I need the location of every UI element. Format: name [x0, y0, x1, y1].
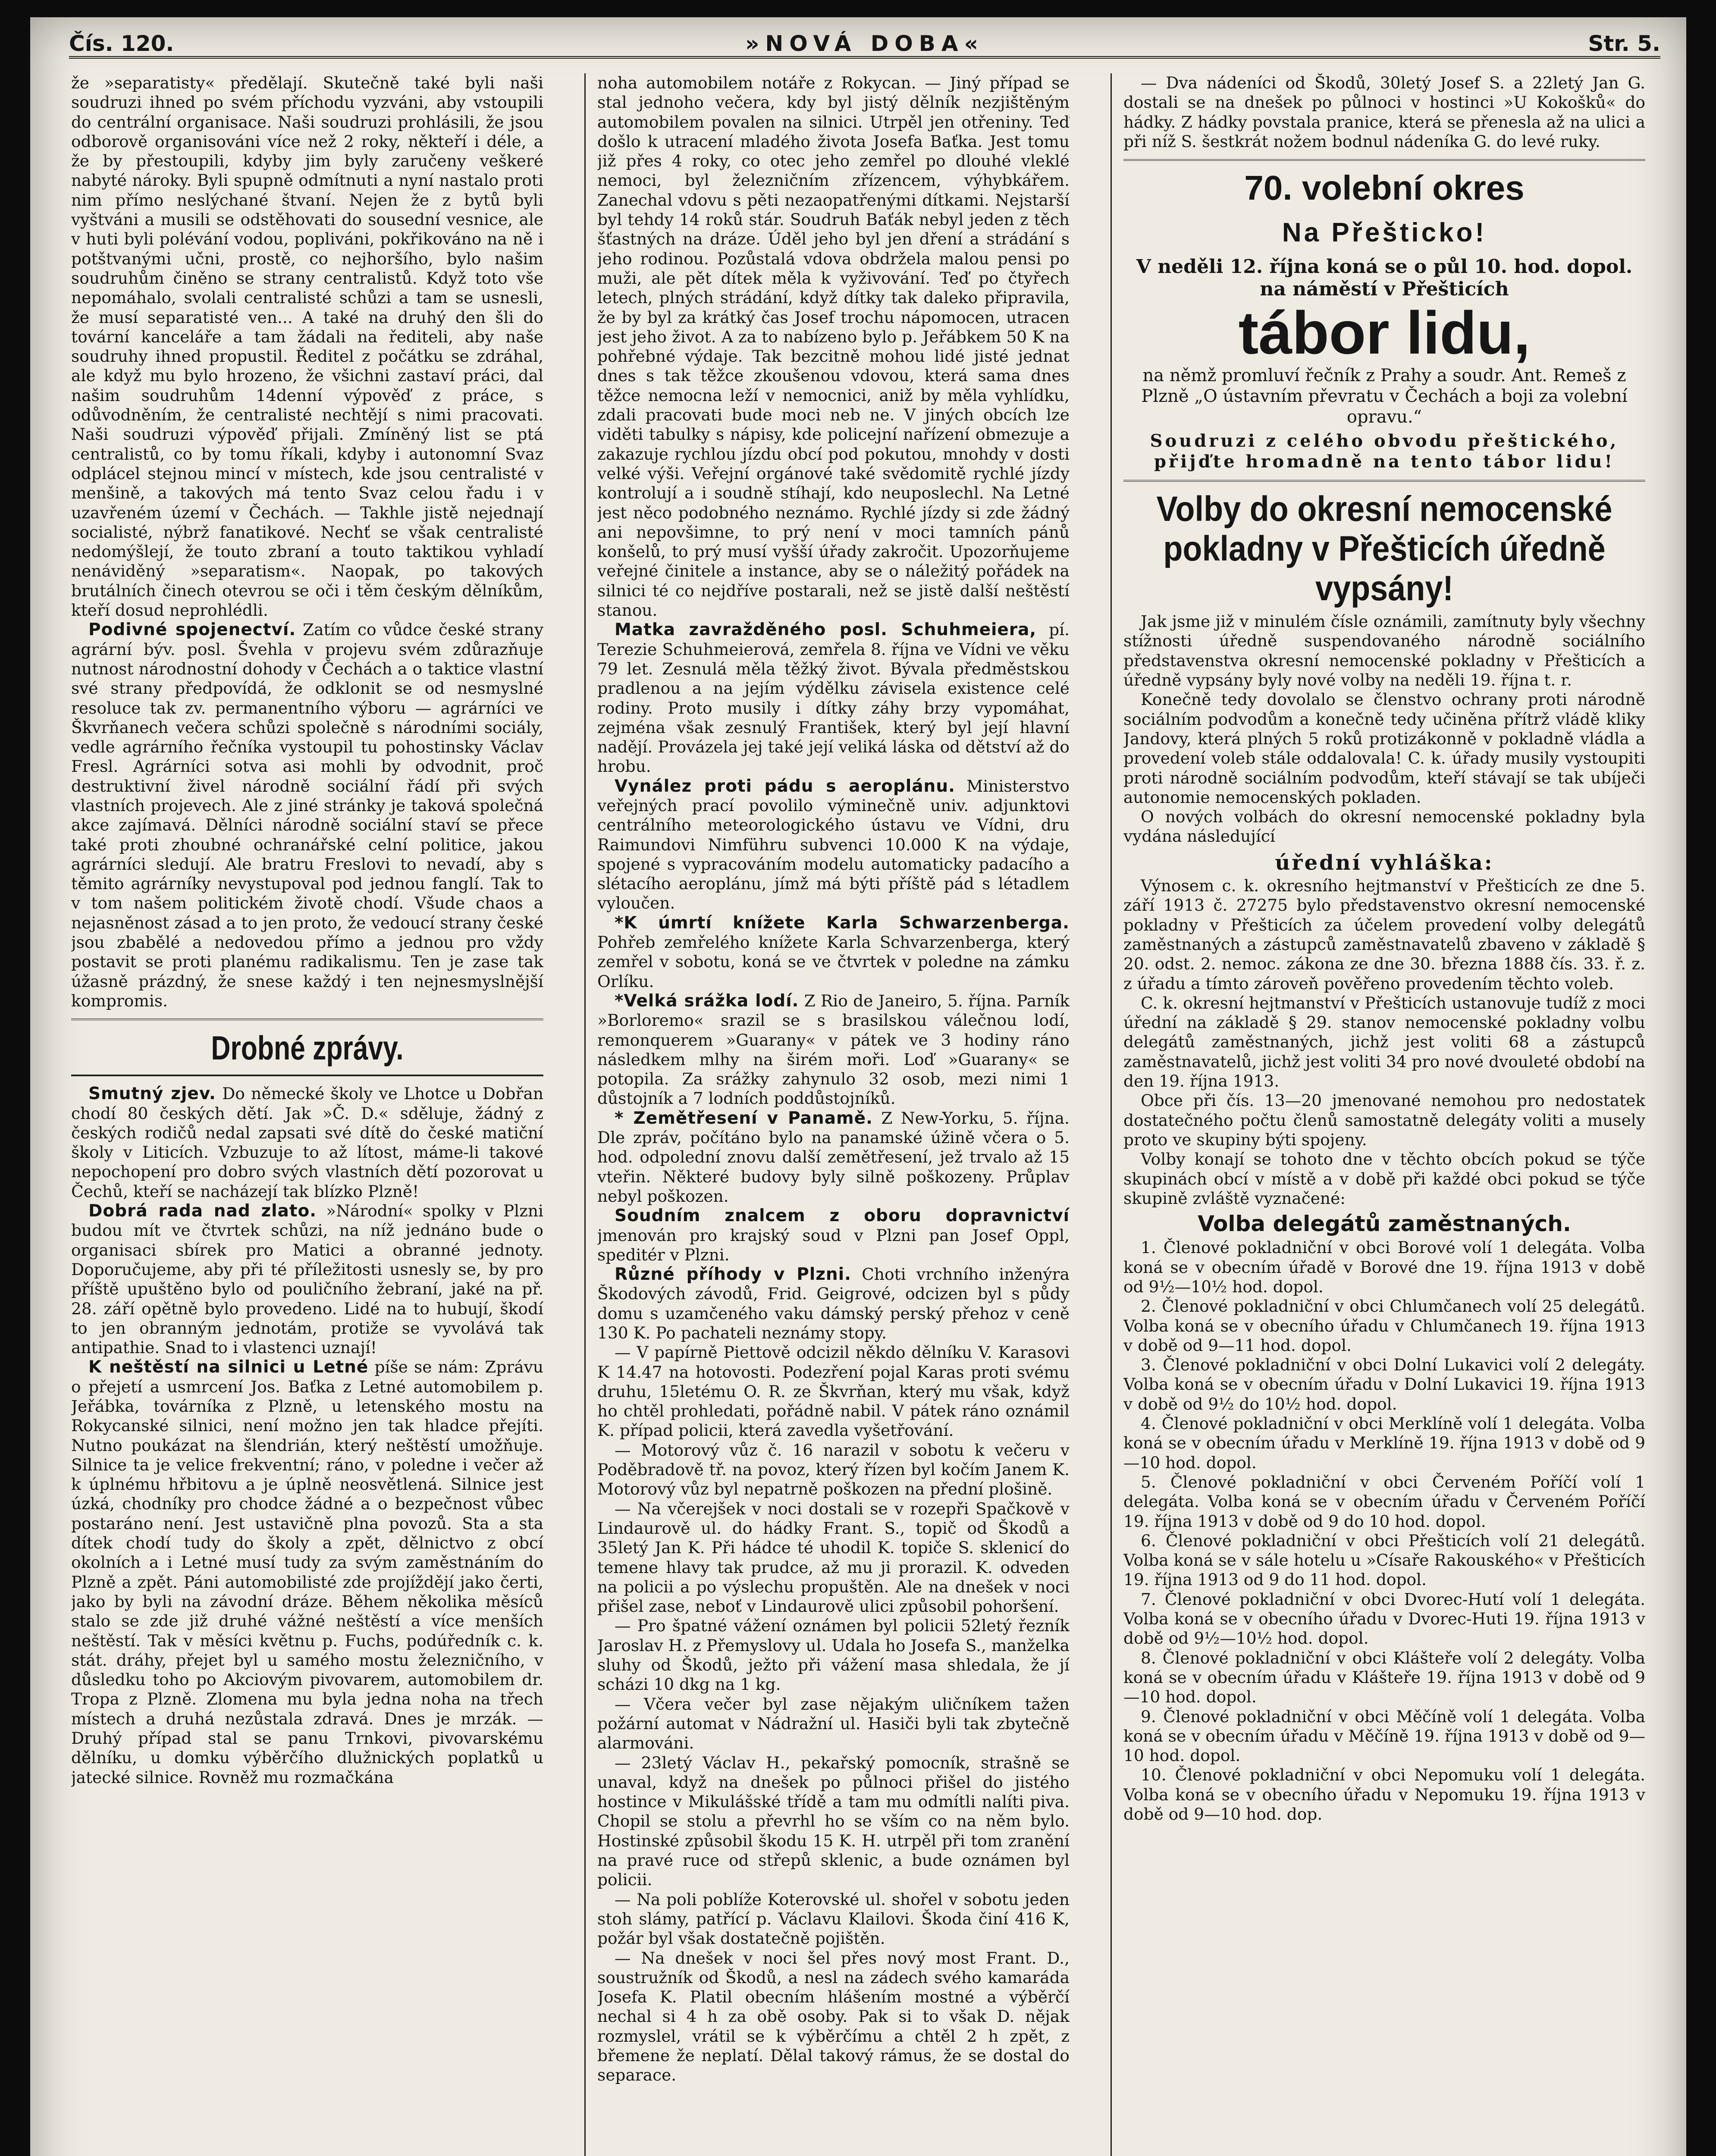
- tabor-call: Soudruzi z celého obvodu přeštického, přijďte hromadně na tento tábor lidu!: [1150, 431, 1619, 472]
- tabor-title: tábor lidu,: [1238, 299, 1531, 367]
- column-3: [1123, 73, 1645, 2156]
- article-text: Do německé školy ve Lhotce u Dobřan chodí 80 českých dětí. Jak »Č. D.« sděluje, žádný z českých rodičů nedal zapsati své dítě do české matiční školy v Liticích. Vzbuzuje to až lítost, máme-li takové nepochopení pro dobro svých vlastních dětí pozorovat u Čechů, kteří se nacházejí tak blízko Plzně!: [71, 1084, 543, 1201]
- article-zemetreseni: [597, 1109, 1070, 1206]
- news-item: — Motorový vůz č. 16 narazil v sobotu k večeru v Poděbradově tř. na povoz, který řízen byl kočím Janem K. Motorový vůz byl nepatrně poškozen na přední plošině.: [597, 1440, 1070, 1499]
- issue-number: Čís. 120.: [69, 31, 174, 56]
- article-nestesti-cont: noha automobilem notáře z Rokycan. — Jiný případ se stal jednoho večera, kdy byl jistý dělník nezjištěným automobilem povalen na silnici. Utrpěl jen otřeniny. Teď došlo k utracení mladého života Josefa Baťka. Jest tomu již přes 4 roky, co otec jeho zemřel po dlouhé vleklé nemoci, byl železničním zřízencem, výhybkářem. Zanechal vdovu s pěti nezaopatřenými dítkami. Nejstarší byl tehdy 14 roků stár. Soudruh Baťák nebyl jeden z těch šťastných na dráze. Úděl jeho byl jen dření a strádání s jeho rodinou. Pozůstalá vdova obdržela malou pensi po muži, ale pět dítek měla k vyživování. Teď po čtyřech letech, plných strádání, když dítky tak daleko připravila, že by byl za krátký čas Josef trochu nápomocen, utracen jest jeho život. A za to nabízeno bylo p. Jeřábkem 50 K na pohřebné výdaje. Tak bezcitně mohou lidé jisté jednat dnes s tak těžce zkoušenou vdovou, která sama dnes těžce nemocna leží v nemocnici, aniž by měla vyhlídku, zdali pracovati bude moci neb ne. V jiných obcích lze viděti tabulky s nápisy, kde policejní nařízení obmezuje a zakazuje rychlou jízdu obcí pod pokutou, mnohdy v dosti velké výši. Veřejní orgánové také svědomitě rychlé jízdy kontrolují a i soudně stíhají, kdo neuposlechl. Na Letné jest něco podobného neznámo. Rychlé jízdy si zde žádný ani nepovšimne, to prý není v moci tamních pánů konšelů, to prý musí vyšší úřady zakročit. Upozorňujeme veřejné činitele a instance, aby se o náležitý pořádek na silnici té co nejdříve postarali, než se jistě další neštěstí stanou.: [597, 73, 1070, 620]
- volba-item: 8. Členové pokladniční v obci Klášteře volí 2 delegáty. Volba koná se v obecním úřadu v Klášteře 19. října 1913 v době od 9—10 hod. dopol.: [1123, 1648, 1645, 1707]
- article-text: Ministerstvo veřejných prací povolilo výminečně univ. adjunktovi centrálního meteorologického ústavu ve Vídni, dru Raimundovi Nimführu subvenci 10.000 K na výdaje, spojené s vypracováním modelu automaticky padacího a slétacího aeroplánu, jímž má býti příště pád s létadlem vyloučen.: [597, 776, 1070, 913]
- volba-item: 5. Členové pokladniční v obci Červeném Poříčí volí 1 delegáta. Volba koná se v obecním úřadu v Červeném Poříčí 19. října 1913 v době od 9 do 10 hod. dopol.: [1123, 1472, 1645, 1531]
- announcement-tabor: [1123, 169, 1645, 472]
- article-heading: Smutný zjev.: [88, 1084, 216, 1104]
- news-item: — Na dnešek v noci šel přes nový most Frant. D., soustružník od Škodů, a nesl na zádech svého kamaráda Josefa K. Platil obecním hlášením mostné a výběrčí nechal si 4 h za obě osoby. Pak si to však D. nějak rozmyslel, vrátil se k výběrčímu a chtěl 2 h zpět, z břemene že neplatí. Dělal takový rámus, že se dostal do separace.: [597, 1948, 1070, 2085]
- article-heading: * Zemětřesení v Panamě.: [615, 1108, 873, 1128]
- news-item: — Na poli poblíže Koterovské ul. shořel v sobotu jeden stoh slámy, patřící p. Václavu Klailovi. Škoda činí 416 K, požár byl však dostatečně pojištěn.: [597, 1890, 1070, 1948]
- news-item: — Na včerejšek v noci dostali se v rozepři Spačkově v Lindaurově ul. do hádky Frant. S., topič od Škodů a 35letý Jan K. Při hádce té uhodil K. topiče S. sklenicí do temene hlavy tak prudce, až mu ji prorazil. K. odveden na policii a po výslechu propuštěn. Ale na dnešek v noci přišel zase, neboť v Lindaurově ulici způsobil pohoršení.: [597, 1499, 1070, 1616]
- news-item: — 23letý Václav H., pekařský pomocník, strašně se unaval, když na dnešek po půlnoci přišel do jistého hostince v Mikulášské třídě a tam mu odmítli nalíti piva. Chopil se stolu a převrhl ho se vším co na něm bylo. Hostinské způsobil škodu 15 K. H. utrpěl při tom zranění na pravé ruce od střepů sklenic, a bude oznámen byl policii.: [597, 1753, 1070, 1890]
- okres-title: 70. volební okres: [1244, 169, 1525, 207]
- vyhlaska-text: Volby konají se tohoto dne v těchto obcích pokud se týče skupinách obcí v místě a v době při každé obci pokud se týče skupině zvláště vyznačené:: [1123, 1150, 1645, 1208]
- section-rule: [71, 1075, 543, 1076]
- article-heading: Podivné spojenectví.: [88, 620, 296, 640]
- article-ruzne-prihody: [597, 1265, 1070, 1343]
- article-separatists-end: že »separatisty« předělají. Skutečně také byli naši soudruzi ihned po svém příchodu vyzváni, aby vstoupili do centrální organisace. Naši soudruzi prohlásili, že jsou odborově organisováni více než 2 roky, někteří i déle, a že by přestoupili, kdyby jim byly zaručeny veškeré nabyté nároky. Byli spupně odmítnuti a nyní nastalo proti nim přímo neslýchané štvaní. Nejen že z bytů byli vyštváni a musili se odstěhovati do sousední vesnice, ale v huti byli polévání vodou, popliváni, pokřikováno na ně i potštvanými učni, prostě, co nejhoršího, bylo našim soudruhům činěno se strany centralistů. Když toto vše nepomáhalo, svolali centralisté schůzi a tam se usnesli, že musí separatisté ven... A také na druhý den šli do tovární kanceláře a tam žádali na řediteli, aby naše soudruhy ihned propustil. Ředitel z počátku se zdráhal, ale když mu bylo hrozeno, že všichni zastaví práci, dal našim soudruhům 14denní výpověď z práce, s odůvodněním, že centralisté nechtějí s nimi pracovati. Naši soudruzi výpověď přijali. Zmíněný list se ptá centralistů, co by tomu říkali, kdyby i autonomní Svaz odplácel stejnou mincí v místech, kde jsou centralisté v menšině, a takových má tento Svaz celou řadu i v uzavřeném území v Čechách. — Takhle jistě nejednají socialisté, nýbrž fanatikové. Nechť se však centralisté nedomýšlejí, že touto zbraní a touto taktikou vyhladí nenáviděný »separatism«. Naopak, po takových brutálních činech otevrou se oči i těm českým dělníkům, kteří dosud neprohlédli.: [71, 73, 543, 620]
- article-text: píše se nám: Zprávu o přejetí a usmrcení Jos. Baťka z Letné automobilem p. Jeřábka, továrníka z Plzně, u letenského mostu na Rokycanské silnici, není možno jen tak hladce přejíti. Nutno poukázat na šlendrián, který neštěstí umožňuje. Silnice ta je velice frekventní; ráno, v poledne i večer až k úplnému hřbitovu a je úplně neosvětlená. Silnice jest úzká, chodníky pro chodce žádné a o bezpečnost vůbec postaráno není. Jest ustavičně plna povozů. Sta a sta dítek chodí tudy do školy a zpět, dělnictvo z obcí okolních a i Letné musí tudy za svým zaměstnáním do Plzně a zpět. Páni automobilisté zde projíždějí jako čerti, jako by byli na závodní dráze. Během několika měsíců stalo se zde již druhé vážné neštěstí a více menších neštěstí. Tak v měsíci květnu p. Fuchs, podúředník c. k. stát. dráhy, přejet byl u samého mostu železničního, v důsledku toho po Akciovým pivovarem, automobilem dr. Tropa z Plzně. Zlomena mu byla jedna noha na třech místech a druhá nezůstala zdravá. Dnes je mrzák. — Druhý případ stal se panu Trnkovi, pivovarskému dělníku, u domku výběrčího dlužnických poplatků u jatecké silnice. Rovněž mu rozmačkána: [71, 1357, 543, 1787]
- article-heading: Různé příhody v Plzni.: [615, 1265, 851, 1285]
- article-podivne-spojenectvi: [71, 620, 543, 1011]
- article-text: »Národní« spolky v Plzni budou mít ve čtvrtek schůzi, na níž jednáno bude o organisaci sbírek pro Matici a obranné jednoty. Doporučujeme, aby při té příležitosti usnesly se, by pro příště upuštěno bylo od pouličního žebraní, jaké na př. 28. září opětně bylo provedeno. Lidé na to hubují, škodí to jen obranným jednotám, protiže se vyvolává tak antipathie. Snad to i vlastenci uznají!: [71, 1201, 543, 1357]
- section-rule: [1123, 159, 1645, 161]
- volba-item: 4. Členové pokladniční v obci Merklíně volí 1 delegáta. Volba koná se v obecním úřadu v Merklíně 19. října 1913 v době od 9—10 hod. dopol.: [1123, 1414, 1645, 1472]
- article-text: Z Rio de Janeiro, 5. října. Parník »Borloremo« srazil se s brasilskou válečnou lodí, remonquerem »Guarany« v pátek ve 3 hodiny ráno následkem mlhy na širém moři. Loď »Guarany« se potopila. Za srážky zahynulo 32 osob, mezi nimi 1 důstojník a 7 lodních poddůstojníků.: [597, 991, 1070, 1108]
- section-rule: [1123, 480, 1645, 482]
- okres-subtitle: Na Přešticko!: [1282, 218, 1487, 248]
- article-text: Choti vrchního inženýra Škodových závodů, Frid. Geigrové, odcizen byl s půdy domu s uzamčeného vaku dámský perský přehoz v ceně 130 K. Po pachateli neznámy stopy.: [597, 1265, 1070, 1342]
- page-number: Str. 5.: [1588, 31, 1660, 56]
- volba-item: 10. Členové pokladniční v obci Nepomuku volí 1 delegáta. Volba koná se v obecního úřadu v Nepomuku 19. října 1913 v době od 9—10 hod. dop.: [1123, 1765, 1645, 1824]
- newspaper-page: [30, 17, 1686, 2156]
- vyhlaska-text: Výnosem c. k. okresního hejtmanství v Přešticích ze dne 5. září 1913 č. 27275 bylo představenstvo okresní nemocenské pokladny v Přešticích za účelem provedení volby delegátů zaměstnaných a zástupců zaměstnavatelů zbaveno v základě § 20. odst. 2. nemoc. zákona ze dne 30. března 1888 čís. 33. ř. z. z úřadu a tímto zároveň pověřeno provedením těchto voleb.: [1123, 876, 1645, 993]
- volba-item: 6. Členové pokladniční v obci Přešticích volí 21 delegátů. Volba koná se v sále hotelu u »Císaře Rakouského« v Přešticích 19. října 1913 od 9 do 11 hod. dopol.: [1123, 1531, 1645, 1589]
- tabor-when: V neděli 12. října koná se o půl 10. hod. dopol. na náměstí v Přešticích: [1136, 256, 1633, 301]
- article-heading: *Velká srážka lodí.: [615, 991, 799, 1011]
- article-soudni-znalec: [597, 1206, 1070, 1265]
- article-dobra-rada: [71, 1201, 543, 1357]
- vyhlaska-title: úřední vyhláška:: [1275, 850, 1494, 875]
- news-item: — V papírně Piettově odcizil někdo dělníku V. Karasovi K 14.47 na hotovosti. Podezření pojal Karas proti svému druhu, 15letému O. R. ze Škvrňan, který mu však, když ho chtěl prohledati, pořádně nabil. V pátek ráno oznámil K. případ policii, která zavedla vyšetřování.: [597, 1343, 1070, 1440]
- volba-item: 7. Členové pokladniční v obci Dvorec-Hutí volí 1 delegáta. Volba koná se v obecního úřadu v Dvorec-Huti 19. října 1913 v době od 9½—10½ hod. dopol.: [1123, 1589, 1645, 1648]
- volba-item: 9. Členové pokladniční v obci Měčíně volí 1 delegáta. Volba koná se v obecním úřadu v Měčíně 19. října 1913 v době od 9—10 hod. dopol.: [1123, 1707, 1645, 1765]
- page-header: [69, 26, 1660, 59]
- article-heading: Vynález proti pádu s aeroplánu.: [615, 776, 955, 796]
- article-vynalez: [597, 777, 1070, 913]
- news-item: — Včera večer byl zase nějakým uličníkem tažen požární automat v Nádražní ul. Hasiči byli tak zbytečně alarmováni.: [597, 1694, 1070, 1753]
- section-rule: [71, 1018, 543, 1020]
- vyhlaska-text: C. k. okresní hejtmanství v Přešticích ustanovuje tudíž z moci úřední na základě § 29. stanov nemocenské pokladny volbu delegátů zaměstnaných, jichž jest voliti 68 a zástupců zaměstnavatelů, jichž jest voliti 34 pro nové dvouleté období na den 19. října 1913.: [1123, 993, 1645, 1091]
- column-divider: [584, 73, 586, 2156]
- news-item: — Dva nádeníci od Škodů, 30letý Josef S. a 22letý Jan G. dostali se na dnešek po půlnoci v hostinci »U Kokošků« do hádky. Z hádky povstala pranice, která se přenesla až na ulici a při níž S. šestkrát nožem bodnul nádeníka G. do levé ruky.: [1123, 73, 1645, 151]
- volba-item: 1. Členové pokladniční v obci Borové volí 1 delegáta. Volba koná se v obecním úřadě v Borové dne 19. října 1913 v době od 9½—10½ hod. dopol.: [1123, 1238, 1645, 1296]
- article-heading: Soudním znalcem z oboru dopravnictví: [615, 1206, 1070, 1226]
- tabor-description: na němž promluví řečník z Prahy a soudr. Ant. Remeš z Plzně „O ústavním převratu v Čechách a boji za volební opravu.“: [1141, 366, 1628, 427]
- section-title-drobne-zpravy: Drobné zprávy.: [211, 1029, 404, 1067]
- news-item: — Pro špatné vážení oznámen byl policii 52letý řezník Jaroslav H. z Přemyslovy ul. Udala ho Josefa S., manželka sluhy od Škodů, ježto při vážení masa shledala, že jí scházi 10 dkg na 1 kg.: [597, 1616, 1070, 1694]
- volby-text: Konečně tedy dovolalo se členstvo ochrany proti národně sociálním podvodům a konečně tedy učiněna přítrž vládě kliky Jandovy, která plných 5 roků protizákonně v pokladně vládla a provedení voleb stále oddalovala! C. k. úřady musily vystoupiti proti národně sociálním podvodům, kteří stávají se tak ubíječi autonomie nemocenských pokladen.: [1123, 690, 1645, 807]
- article-heading: K neštěstí na silnici u Letné: [88, 1357, 369, 1377]
- article-text: pí. Terezie Schuhmeierová, zemřela 8. října ve Vídni ve věku 79 let. Zesnulá měla těžký život. Bývala předměstskou pradlenou a na jejím výdělku závisela existence celé rodiny. Proto musily i dítky záhy brzy vypomáhat, zejména však zesnulý František, který byl její hlavní nadějí. Provázela jej také její veliká láska od dětství až do hrobu.: [597, 620, 1070, 776]
- article-smutny-zjev: [71, 1084, 543, 1201]
- volba-item: 3. Členové pokladniční v obci Dolní Lukavici volí 2 delegáty. Volba koná se v obecním úřadu v Dolní Lukavici 19. října 1913 v době od 9½ do 10½ hod. dopol.: [1123, 1355, 1645, 1413]
- volby-text: Jak jsme již v minulém čísle oznámili, zamítnuty byly všechny stížnosti úředně suspendovaného národně sociálního představenstva okresní nemocenské pokladny v Přešticích a úředně vypsány byly nové volby na neděli 19. října t. r.: [1123, 612, 1645, 690]
- article-heading: Matka zavražděného posl. Schuhmeiera,: [615, 620, 1037, 640]
- newspaper-title: »NOVÁ DOBA«: [745, 31, 984, 56]
- volby-title: Volby do okresní nemocenské pokladny v Přešticích úředně vypsány!: [1156, 489, 1612, 608]
- article-schwarzenberg: [597, 913, 1070, 991]
- article-schuhmeier: [597, 620, 1070, 776]
- article-nestesti-letna: [71, 1357, 543, 1787]
- article-text: jmenován pro krajský soud v Plzni pan Josef Oppl, speditér v Plzni.: [597, 1225, 1070, 1264]
- column-2: [597, 73, 1070, 2156]
- volba-item: 2. Členové pokladniční v obci Chlumčanech volí 25 delegátů. Volba koná se v obecního úřadu v Chlumčanech 19. října 1913 v době od 9—11 hod. dopol.: [1123, 1297, 1645, 1355]
- column-divider: [1111, 73, 1112, 2156]
- volba-delegatu-title: Volba delegátů zaměstnaných.: [1198, 1211, 1571, 1237]
- article-text: Pohřeb zemřelého knížete Karla Schvarzenberga, který zemřel v sobotu, koná se ve čtvrtek v poledne na zámku Orlíku.: [597, 933, 1070, 991]
- article-heading: Dobrá rada nad zlato.: [88, 1201, 317, 1221]
- vyhlaska-text: Obce při čís. 13—20 jmenované nemohou pro nedostatek dostatečného počtu členů samostatně delegáty voliti a musely proto ve skupiny býti spojeny.: [1123, 1091, 1645, 1149]
- article-srazka-lodi: [597, 991, 1070, 1109]
- volby-text: O nových volbách do okresní nemocenské pokladny byla vydána následující: [1123, 807, 1645, 846]
- article-heading: *K úmrtí knížete Karla Schwarzenberga.: [615, 913, 1070, 933]
- article-text: Zatím co vůdce české strany agrární býv. posl. Švehla v projevu svém zdůrazňuje nutnost národnostní dohody v Čechách a o taktice vlastní své strany předpovídá, že odklonit se od nesmyslné resoluce tak zv. permanentního výboru — agrárníci ve Škvrňanech večera schůzi společně s národními sociály, vedle agrárního řečníka vystoupil tu pohostinsky Václav Fresl. Agrárníci sotva asi mohli by odvodnit, proč destruktivní živel národně sociální řádí při svých vlastních projevech. Ale z jiné stránky je taková společná akce zajímavá. Dělníci národně sociální staví se přece také proti zhoubné ochranářské celní politice, jakou agrárníci sledují. Ale bratru Freslovi to nevadí, aby s těmito agrárníky nevystupoval pod jednou fanglí. Tak to v tom našem politickém životě chodí. Všude chaos a nejasněnost zásad a to jen proto, že vedoucí strany české jsou zbabělé a nedovedou přímo a jednou pro vždy postavit se proti planému radikalismu. Ten je zase tak úžasně prázdný, že snese každý i ten nejnesmyslnější kompromis.: [71, 620, 543, 1010]
- article-text: Z New-Yorku, 5. října. Dle zpráv, počítáno bylo na panamské úžině včera o 5. hod. odpolední znovu další zemětřesení, jež trvalo až 15 vteřin. Některé budovy byly silně poškozeny. Průplav nebyl poškozen.: [597, 1108, 1070, 1206]
- column-1: [71, 73, 543, 2156]
